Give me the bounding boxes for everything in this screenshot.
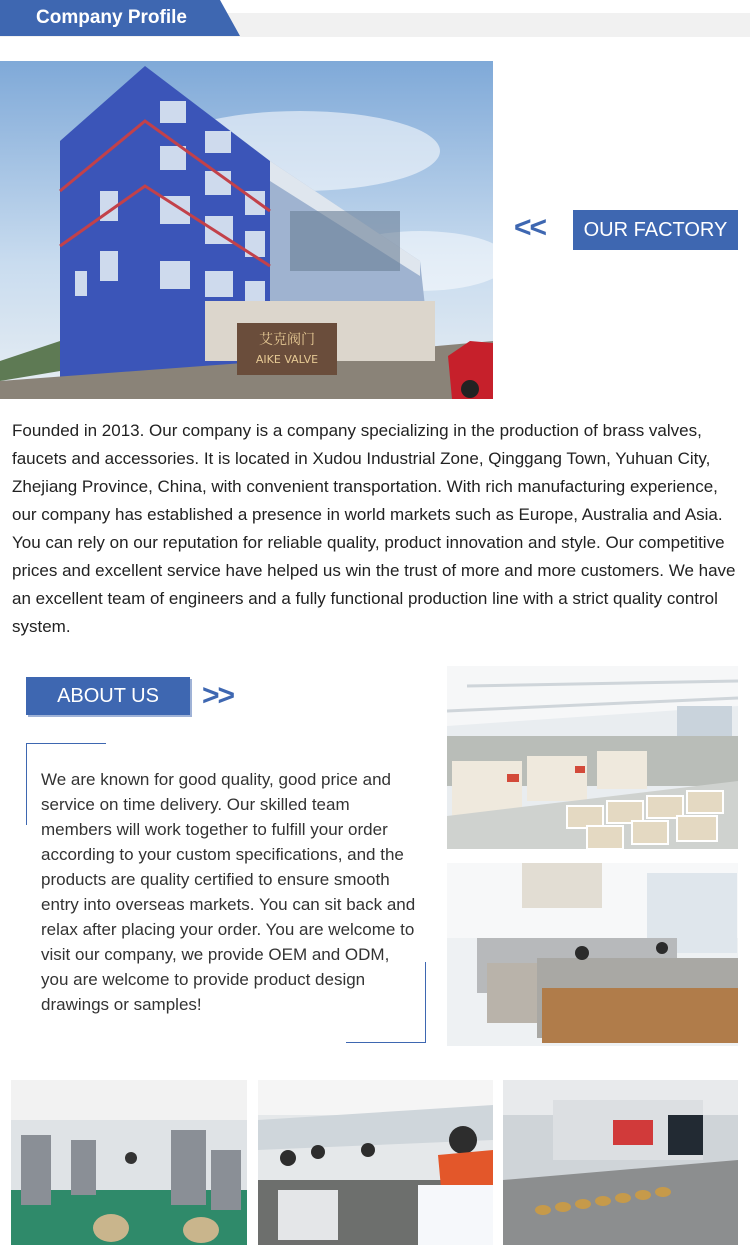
- factory-building-photo: [0, 61, 493, 399]
- frame-corner-bottom-right-vertical: [425, 962, 426, 1043]
- about-us-label: ABOUT US: [26, 677, 190, 715]
- workshop-photo: [447, 666, 738, 849]
- left-arrows-icon: <<: [514, 211, 546, 244]
- company-intro-text: Founded in 2013. Our company is a company specializing in the production of brass valves, faucets and accessories. It is located in Xudou Industrial Zone, Qinggang Town, Yuhuan City, Zhejiang Province, China, with convenient transportation. With rich manufacturing experience, our company has established a presence in world markets such as Europe, Australia and Asia. You can rely on our reputation for reliable quality, product innovation and style. Our competitive prices and excellent service have helped us win the trust of more and more customers. We have an excellent team of engineers and a fully functional production line with a strict quality control system.: [12, 421, 736, 636]
- frame-corner-top-left: [26, 743, 106, 744]
- machining-center-photo: [503, 1080, 738, 1245]
- our-factory-label: OUR FACTORY: [573, 210, 738, 250]
- office-photo: [447, 863, 738, 1046]
- page-title: Company Profile: [36, 7, 187, 28]
- factory-sign-cn: 艾克阀门: [259, 332, 315, 348]
- assembly-line-photo: [258, 1080, 493, 1245]
- factory-sign-en: AIKE VALVE: [255, 353, 319, 366]
- production-line-photo: [11, 1080, 247, 1245]
- about-us-text: We are known for good quality, good price and service on time delivery. Our skilled team members will work together to fulfill your order according to your custom specifications, and the products are quality certified to ensure smooth entry into overseas markets. You can sit back and relax after placing your order. You are welcome to visit our company, we provide OEM and ODM, you are welcome to provide product design drawings or samples!: [41, 770, 416, 1014]
- frame-corner-bottom-right: [346, 1042, 426, 1043]
- right-arrows-icon: >>: [202, 679, 234, 712]
- frame-corner-top-left-vertical: [26, 743, 27, 825]
